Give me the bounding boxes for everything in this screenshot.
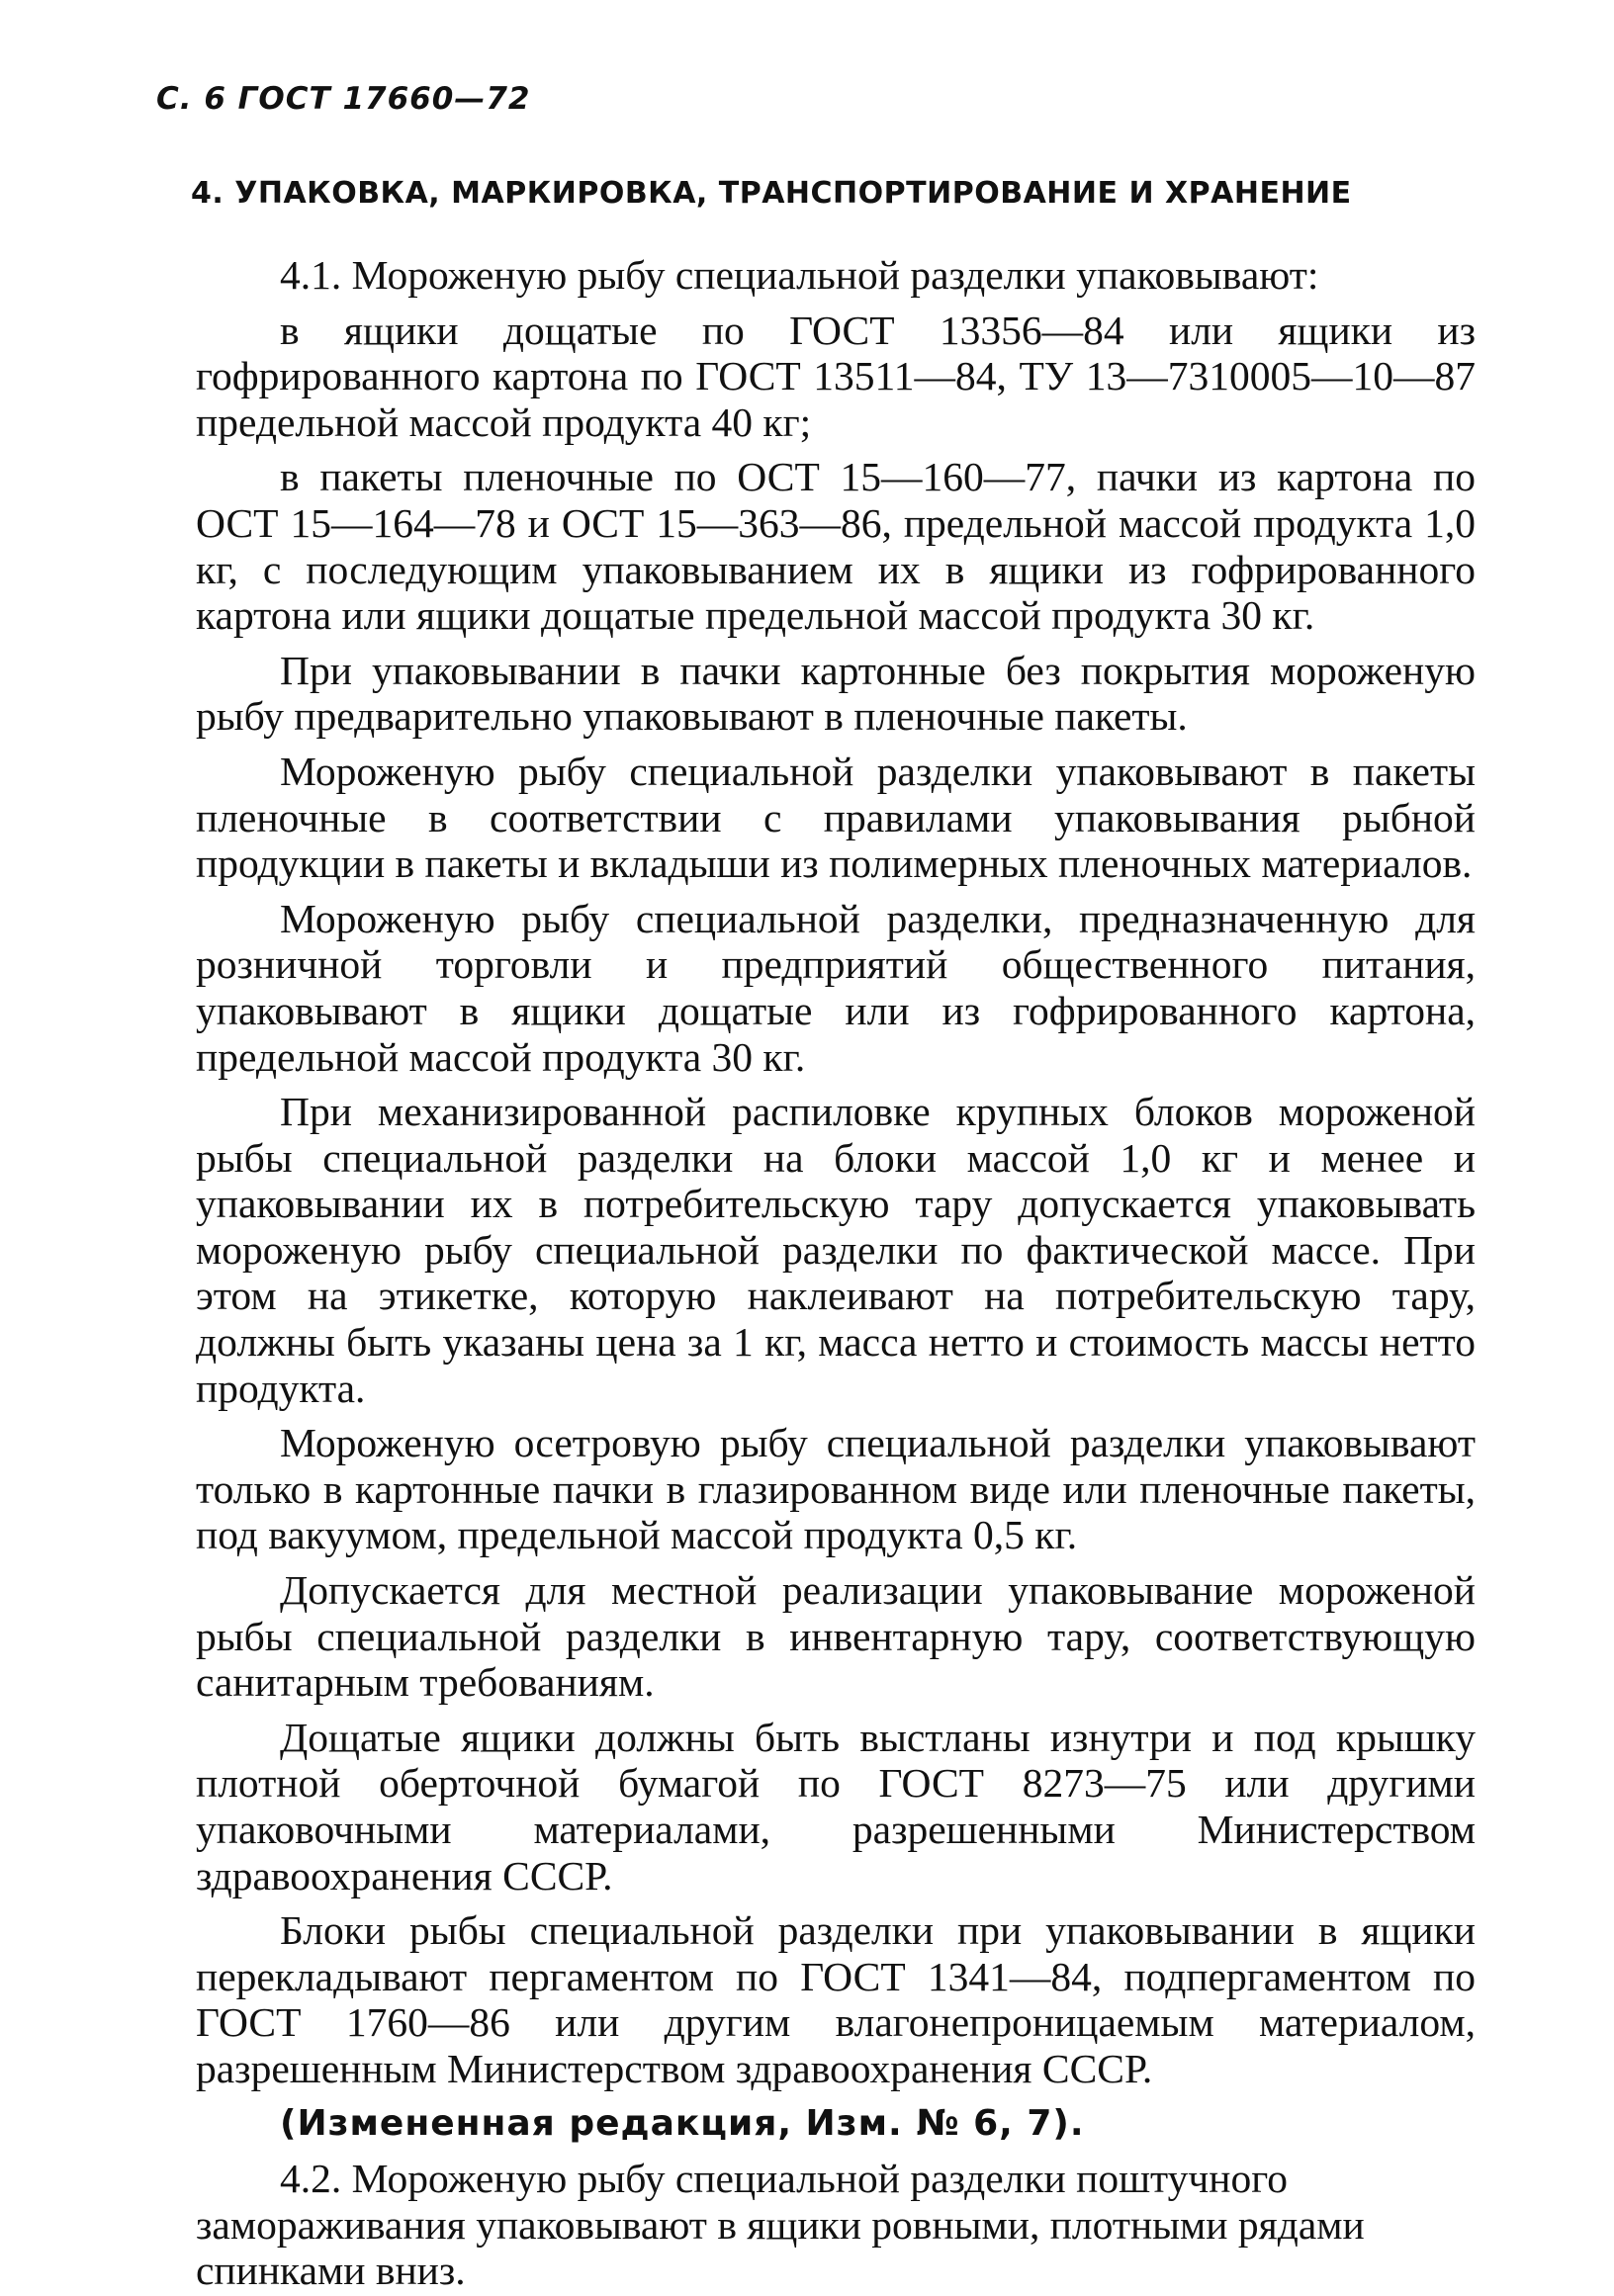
document-body	[196, 252, 1476, 2294]
paragraph: Блоки рыбы специальной разделки при упаковывании в ящики перекладывают пергаментом по ГОСТ 1341—84, подпергаментом по ГОСТ 1760—86 или другим влагонепроницаемым материалом, разрешенным Министерством здравоохранения СССР.	[196, 1907, 1476, 2091]
section-title: 4. УПАКОВКА, МАРКИРОВКА, ТРАНСПОРТИРОВАНИЕ И ХРАНЕНИЕ	[191, 176, 1352, 211]
paragraph: Дощатые ящики должны быть выстланы изнутри и под крышку плотной оберточной бумагой по ГОСТ 8273—75 или другими упаковочными материалами, разрешенными Министерством здравоохранения СССР.	[196, 1714, 1476, 1899]
amendment-note: (Измененная редакция, Изм. № 6, 7).	[280, 2102, 1085, 2144]
paragraph: в пакеты пленочные по ОСТ 15—160—77, пачки из картона по ОСТ 15—164—78 и ОСТ 15—363—86, предельной массой продукта 1,0 кг, с последующим упаковыванием их в ящики из гофрированного картона или ящики дощатые предельной массой продукта 30 кг.	[196, 454, 1476, 639]
final-paragraph: 4.2. Мороженую рыбу специальной разделки поштучного замораживания упаковывают в ящики ровными, плотными рядами спинками вниз.	[196, 2156, 1365, 2294]
paragraph: Мороженую рыбу специальной разделки упаковывают в пакеты пленочные в соответствии с правилами упаковывания рыбной продукции в пакеты и вкладыши из полимерных пленочных материалов.	[196, 748, 1476, 887]
paragraph: 4.1. Мороженую рыбу специальной разделки упаковывают:	[280, 252, 1319, 298]
paragraph: При механизированной распиловке крупных блоков мороженой рыбы специальной разделки на блоки массой 1,0 кг и менее и упаковывании их в потребительскую тару допускается упаковывать мороженую рыбу специальной разделки по фактической массе. При этом на этикетке, которую наклеивают на потребительскую тару, должны быть указаны цена за 1 кг, масса нетто и стоимость массы нетто продукта.	[196, 1089, 1476, 1411]
paragraph: в ящики дощатые по ГОСТ 13356—84 или ящики из гофрированного картона по ГОСТ 13511—84, ТУ 13—7310005—10—87 предельной массой продукта 40 кг;	[196, 307, 1476, 445]
paragraph: Мороженую рыбу специальной разделки, предназначенную для розничной торговли и предприятий общественного питания, упаковывают в ящики дощатые или из гофрированного картона, предельной массой продукта 30 кг.	[196, 895, 1476, 1080]
paragraph: Допускается для местной реализации упаковывание мороженой рыбы специальной разделки в инвентарную тару, соответствующую санитарным требованиям.	[196, 1567, 1476, 1706]
paragraph: При упаковывании в пачки картонные без покрытия мороженую рыбу предварительно упаковывают в пленочные пакеты.	[196, 647, 1476, 740]
running-head: С. 6 ГОСТ 17660—72	[156, 81, 531, 117]
paragraph: Мороженую осетровую рыбу специальной разделки упаковывают только в картонные пачки в глазированном виде или пленочные пакеты, под вакуумом, предельной массой продукта 0,5 кг.	[196, 1420, 1476, 1558]
